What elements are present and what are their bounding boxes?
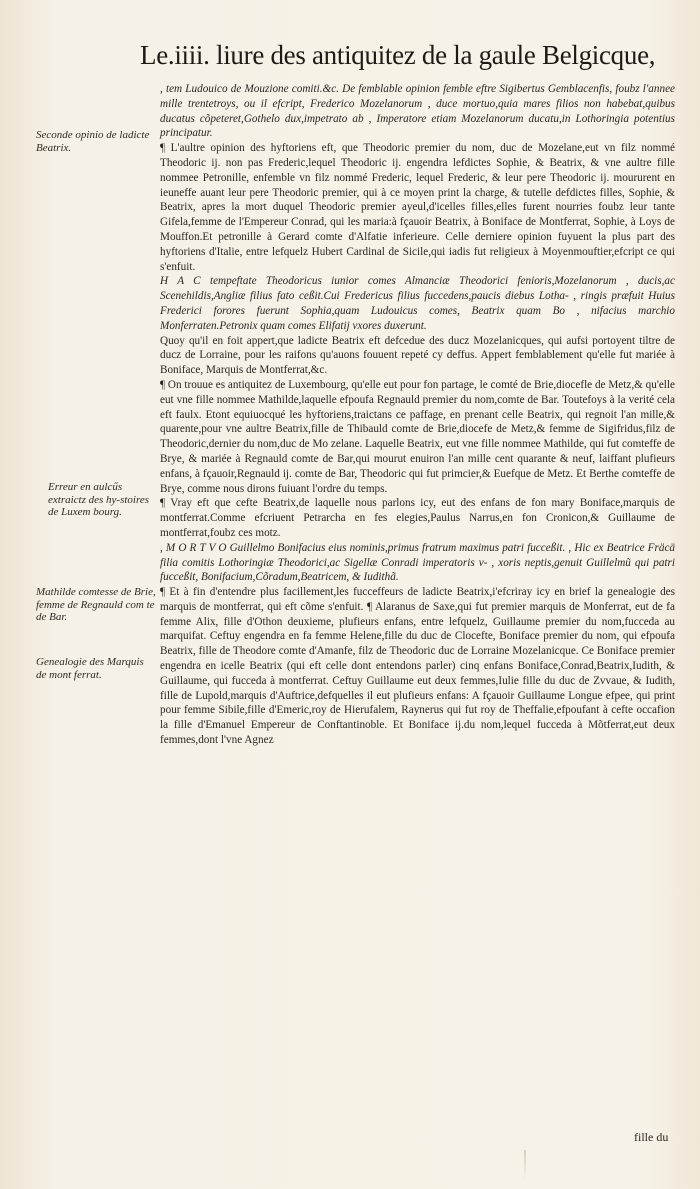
- text-paragraph: , tem Ludouico de Mouzione comiti.&c. De femblable opinion femble eftre Sigibertus Gemblacenfis, foubz l'annee mille trentetroys, ou il efcript, Frederico Mozelanorum , duce mortuo,quia mares filios non habebat,quibus ducatus cõpeteret,Gothelo dux,impetrato ab , Imperatore etiam Mozelanorum ducatu,in Lothoringia potentius principatur.: [160, 83, 675, 140]
- margin-note-genealogie: Genealogie des Marquis de mont ferrat.: [36, 656, 144, 681]
- text-paragraph: ¶ Vray eft que cefte Beatrix,de laquelle nous parlons icy, eut des enfans de fon mary Boniface,marquis de montferrat.Comme efcriuent Petrarcha en fes elegies,Paulus Narrus,en fon Cronicon,& Guillaume de montferrat,foubz ces motz.: [160, 497, 675, 539]
- latin-quotation: H A C tempeftate Theodoricus iunior comes Almanciæ Theodorici fenioris,Mozelanorum , ducis,ac Scenehildis,Angliæ filius fato ceßit.Cui Fredericus filius fuccedens,paucis diebus Lotha- , ringis præfuit Huius Frederici forores fuerunt Sophia,quam Ludouicus comes, Beatrix quam Bo , nifacius marchio Monferraten.Petronix quam comes Elifatij vxores duxerunt.: [160, 275, 675, 332]
- latin-quotation: , M O R T V O Guillelmo Bonifacius eius nominis,primus fratrum maximus patri fucceßit. , Hic ex Beatrice Fräcä filia comitis Lothoringiæ Theodorici,ac Sigellæ Conradi imperatoris v- , xoris neptis,genuit Guillelmũ qui patri fucceßit, Bonifacium,Cõradum,Beatricem, & Iudithã.: [160, 541, 675, 584]
- margin-note-erreur: Erreur en aulcűs extraictz des hy-stoires de Luxem bourg.: [48, 481, 150, 518]
- margin-note-seconde-opinion: Seconde opinio de ladicte Beatrix.: [36, 129, 150, 154]
- running-header: Le.iiii. liure des antiquitez de la gaule Belgicque,: [140, 40, 656, 70]
- text-paragraph: ¶ On trouue es antiquitez de Luxembourg, qu'elle eut pour fon partage, le comté de Brie,diocefle de Metz,& qu'elle eut vne fille nommee Mathilde,laquelle efpoufa Regnauld premier du nom,comte de Bar. Toutefoys à la verité cela eft faulx. Etont equiuocqué les hyftoriens,traictans ce paffage, en prenant celle Beatrix, qui regnoit l'an mille,& quarente,pour vne aultre Beatrix,fille de Thibauld comte de Brie,diocefe de Metz,& femme de Sigifridus,filz de Theodoric,dernier du nom,duc de Mo zelane. Laquelle Beatrix, eut vne fille nommee Mathilde, qui fut comteffe de Brye, & mariée à Regnauld comte de Bar,qui mourut enuiron l'an mille cent quarante & neuf, laiffant plufieurs enfans, à fçauoir,Regnauld ij. comte de Bar, Theodoric qui fut primcier,& Euefque de Metz. Et Berthe comteffe de Brye, comme nous dirons fuiuant l'ordre du temps.: [160, 378, 675, 495]
- text-paragraph: ¶ L'aultre opinion des hyftoriens eft, que Theodoric premier du nom, duc de Mozelane,eut vn filz nommé Theodoric ij. non pas Frederic,lequel Theodoric ij. engendra lefdictes Sophie, & Beatrix, & vne aultre fille nommee Petronille, enfemble vn filz nommé Frederic, lequel Frederic, & leur pere Theodoric ij. moururent en ieuneffe auant leur pere Theodoric premier, qui à ce moyen print la charge, & tutelle defdictes filles, Sophie, & Beatrix, apres la mort duquel Theodoric premier ayeul,d'icelles filles,elles furent nourries foubz leur tante Gifela,femme de l'Empereur Conrad, qui les maria:à fçauoir Beatrix, à Boniface de Montferrat, Sophie, à Loys de Mouffon.Et petronille à Gerard comte d'Alfatie inferieure. Celle derniere opinion fuyuent la plus part des hyftoriens d'Italie, entre lefquelz Hubert Cardinal de Sicile,qui iadis fut religieux à Moyenmouftier,efcript ce qui s'enfuit.: [160, 142, 675, 273]
- margin-note-mathilde: Mathilde comtesse de Brie, femme de Regnauld com te de Bar.: [36, 586, 156, 623]
- main-text-column: [160, 82, 675, 748]
- page-fold-mark: [524, 1150, 526, 1180]
- catchword: fille du: [634, 1130, 669, 1144]
- text-paragraph: Quoy qu'il en foit appert,que ladicte Beatrix eft defcedue des ducz Mozelanicques, qui aufsi portoyent tiltre de ducz de Lorraine, pour les raifons qu'auons fouuent repeté cy deffus. Appert femblablement qu'elle fut mariée à Boniface, Marquis de Montferrat,&c.: [160, 334, 675, 377]
- text-paragraph: ¶ Et à fin d'entendre plus facillement,les fucceffeurs de ladicte Beatrix,i'efcriray icy en brief la genealogie des marquis de montferrat, qui eft cõme s'enfuit. ¶ Alaranus de Saxe,qui fut premier marquis de Monferrat, eut de fa femme Alix, fille d'Othon deuxieme, plufieurs enfans, entre lefquelz, Guillaume premier du nom,fucceda au marquifat. Ceftuy engendra en fa femme Helene,fille du duc de Clocefte, Boniface premier du nom, qui efpoufa Beatrix, fille de Theodore comte d'Amanfe, filz de Theodoric duc de Lorraine Mozelanicque. Ce Boniface premier engendra en icelle Beatrix (qui eft celle dont entendons parler) cinq enfans Boniface,Conrad,Beatrix,Iudith, & Guillaume, qui fucceda à montferrat. Ceftuy Guillaume eut deux femmes,Iulie fille du duc de Zvvaue, & Iudith, fille de Lupold,marquis d'Auftrice,defquelles il eut plufieurs enfans: A fçauoir Guillaume Longue efpee, qui print pour femme Sibile,fille d'Emeric,roy de Hierufalem, Raynerus qui fut roy de Theffalie,efpoufant à cefte occafion la fille d'Emanuel Empereur de Conftantinoble. Et Boniface ij.du nom,lequel fucceda à Mõtferrat,eut deux femmes,dont l'vne Agnez: [160, 586, 675, 747]
